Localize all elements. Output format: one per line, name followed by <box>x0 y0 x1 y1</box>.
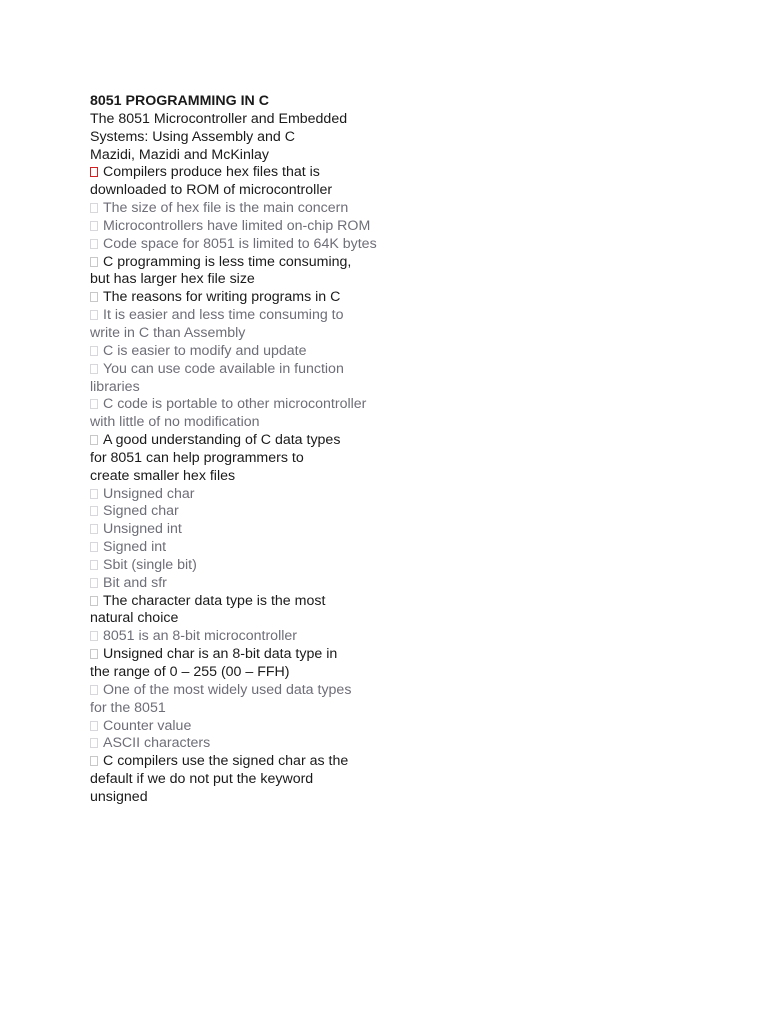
line-text: It is easier and less time consuming to <box>103 307 344 324</box>
sub-bullet-line <box>90 218 730 236</box>
sub-bullet-line <box>90 575 730 593</box>
bullet-box-icon <box>90 756 98 766</box>
line-text: create smaller hex files <box>90 467 236 484</box>
sub-bullet-line <box>90 503 730 521</box>
line-text: the range of 0 – 255 (00 – FFH) <box>90 664 290 680</box>
line-text: One of the most widely used data types <box>103 681 352 698</box>
bullet-line <box>90 432 730 450</box>
line-text: C compilers use the signed char as the <box>103 753 349 770</box>
bullet-box-icon <box>90 524 98 534</box>
sub-bullet-line <box>90 539 730 557</box>
sub-bullet-line <box>90 379 730 397</box>
bullet-line <box>90 593 730 611</box>
bullet-line <box>90 182 730 200</box>
bullet-box-icon <box>90 631 98 641</box>
bullet-box-icon <box>90 596 98 606</box>
bullet-line <box>90 271 730 289</box>
line-text: Signed char <box>103 503 179 520</box>
line-text: Microcontrollers have limited on-chip ROM <box>103 217 371 234</box>
bullet-box-icon <box>90 257 98 267</box>
line-text: Bit and sfr <box>103 574 167 591</box>
bullet-line <box>90 450 730 468</box>
bullet-list <box>90 164 730 806</box>
line-text: Sbit (single bit) <box>103 556 197 573</box>
line-text: Unsigned int <box>103 521 182 538</box>
sub-bullet-line <box>90 414 730 432</box>
sub-bullet-line <box>90 682 730 700</box>
line-text: default if we do not put the keyword <box>90 771 314 788</box>
sub-bullet-line <box>90 325 730 343</box>
bullet-line <box>90 610 730 628</box>
line-text: The character data type is the most <box>103 592 326 609</box>
line-text: Compilers produce hex files that is <box>103 164 320 181</box>
line-text: The reasons for writing programs in C <box>103 289 341 306</box>
sub-bullet-line <box>90 486 730 504</box>
bullet-box-icon <box>90 292 98 302</box>
document-body <box>90 93 730 807</box>
sub-bullet-line <box>90 396 730 414</box>
bullet-box-icon <box>90 310 98 320</box>
bullet-line <box>90 771 730 789</box>
line-text: Code space for 8051 is limited to 64K bytes <box>103 235 377 252</box>
line-text: but has larger hex file size <box>90 271 255 288</box>
line-text: Signed int <box>103 539 167 556</box>
line-text: Counter value <box>103 717 192 734</box>
line-text: downloaded to ROM of microcontroller <box>90 182 333 199</box>
bullet-line <box>90 164 730 182</box>
bullet-box-icon <box>90 738 98 748</box>
sub-bullet-line <box>90 236 730 254</box>
bullet-box-icon <box>90 578 98 588</box>
bullet-box-icon <box>90 721 98 731</box>
bullet-box-icon <box>90 239 98 249</box>
bullet-line <box>90 468 730 486</box>
bullet-box-icon <box>90 399 98 409</box>
sub-bullet-line <box>90 628 730 646</box>
bullet-line <box>90 289 730 307</box>
bullet-line <box>90 646 730 664</box>
line-text: for 8051 can help programmers to <box>90 449 304 466</box>
bullet-box-icon <box>90 221 98 231</box>
line-text: libraries <box>90 378 140 395</box>
line-text: natural choice <box>90 610 179 627</box>
bullet-box-icon <box>90 506 98 516</box>
sub-bullet-line <box>90 361 730 379</box>
sub-bullet-line <box>90 200 730 218</box>
sub-bullet-line <box>90 700 730 718</box>
bullet-line <box>90 753 730 771</box>
bullet-box-icon <box>90 489 98 499</box>
line-text: for the 8051 <box>90 699 166 716</box>
sub-bullet-line <box>90 307 730 325</box>
line-text: unsigned <box>90 788 148 805</box>
line-text: Unsigned char is an 8-bit data type in <box>103 646 338 663</box>
sub-bullet-line <box>90 735 730 753</box>
source-line-2: Systems: Using Assembly and C <box>90 128 296 145</box>
authors-line: Mazidi, Mazidi and McKinlay <box>90 146 269 163</box>
sub-bullet-line <box>90 718 730 736</box>
bullet-box-icon <box>90 649 98 659</box>
bullet-box-icon <box>90 203 98 213</box>
line-text: ASCII characters <box>103 735 211 752</box>
bullet-line <box>90 664 730 682</box>
line-text: You can use code available in function <box>103 360 344 377</box>
bullet-box-icon <box>90 560 98 570</box>
sub-bullet-line <box>90 557 730 575</box>
bullet-box-icon <box>90 364 98 374</box>
line-text: write in C than Assembly <box>90 324 246 341</box>
sub-bullet-line <box>90 521 730 539</box>
document-title: 8051 PROGRAMMING IN C <box>90 93 269 109</box>
line-text: Unsigned char <box>103 485 195 502</box>
line-text: with little of no modification <box>90 414 260 431</box>
line-text: C programming is less time consuming, <box>103 253 352 270</box>
line-text: C is easier to modify and update <box>103 342 307 359</box>
bullet-box-icon <box>90 346 98 356</box>
bullet-box-icon <box>90 167 98 177</box>
bullet-box-icon <box>90 435 98 445</box>
line-text: The size of hex file is the main concern <box>103 200 349 217</box>
line-text: C code is portable to other microcontroller <box>103 396 367 413</box>
bullet-line <box>90 789 730 807</box>
sub-bullet-line <box>90 343 730 361</box>
bullet-box-icon <box>90 685 98 695</box>
line-text: 8051 is an 8-bit microcontroller <box>103 628 297 645</box>
source-line-1: The 8051 Microcontroller and Embedded <box>90 110 348 127</box>
bullet-box-icon <box>90 542 98 552</box>
bullet-line <box>90 254 730 272</box>
line-text: A good understanding of C data types <box>103 432 341 449</box>
